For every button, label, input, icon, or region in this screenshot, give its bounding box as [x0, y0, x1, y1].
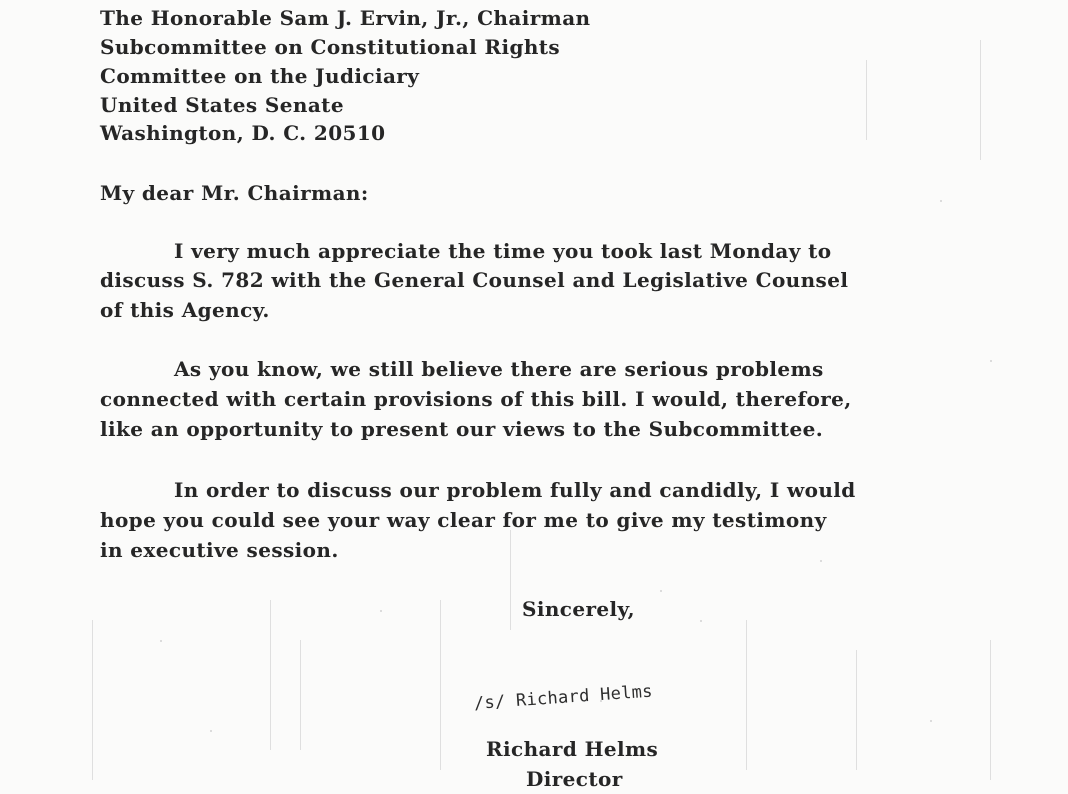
signature-stamp: /s/ Richard Helms [473, 681, 654, 714]
scan-speck [940, 200, 942, 202]
address-line-5: Washington, D. C. 20510 [100, 121, 386, 145]
scan-streak [92, 620, 93, 780]
paragraph-2-line-2: connected with certain provisions of this bill. I would, therefore, [100, 387, 852, 411]
paragraph-2-line-1: As you know, we still believe there are serious problems [174, 357, 824, 381]
scan-speck [820, 560, 822, 562]
scan-streak [856, 650, 857, 770]
signer-title: Director [526, 767, 623, 791]
scan-streak [866, 60, 867, 140]
scan-streak [980, 40, 981, 160]
paragraph-3-line-1: In order to discuss our problem fully and candidly, I would [174, 478, 856, 502]
address-line-3: Committee on the Judiciary [100, 64, 420, 88]
scan-speck [660, 590, 662, 592]
paragraph-1-line-1: I very much appreciate the time you took last Monday to [174, 239, 832, 263]
scan-streak [270, 600, 271, 750]
scan-streak [440, 600, 441, 770]
scan-speck [990, 360, 992, 362]
paragraph-2-line-3: like an opportunity to present our views to the Subcommittee. [100, 417, 824, 441]
closing: Sincerely, [522, 597, 636, 621]
scan-streak [990, 640, 991, 780]
paragraph-3-line-2: hope you could see your way clear for me to give my testimony [100, 508, 827, 532]
scan-speck [210, 730, 212, 732]
address-line-2: Subcommittee on Constitutional Rights [100, 35, 561, 59]
signer-name: Richard Helms [486, 737, 659, 761]
address-line-4: United States Senate [100, 93, 344, 117]
scan-speck [930, 720, 932, 722]
scan-speck [380, 610, 382, 612]
scan-streak [746, 620, 747, 770]
scan-streak [510, 530, 511, 630]
paragraph-3-line-3: in executive session. [100, 538, 339, 562]
salutation: My dear Mr. Chairman: [100, 181, 369, 205]
paragraph-1-line-2: discuss S. 782 with the General Counsel and Legislative Counsel [100, 268, 849, 292]
paragraph-1-line-3: of this Agency. [100, 298, 270, 322]
scan-speck [160, 640, 162, 642]
address-line-1: The Honorable Sam J. Ervin, Jr., Chairman [100, 6, 591, 30]
scan-streak [300, 640, 301, 750]
scan-speck [700, 620, 702, 622]
